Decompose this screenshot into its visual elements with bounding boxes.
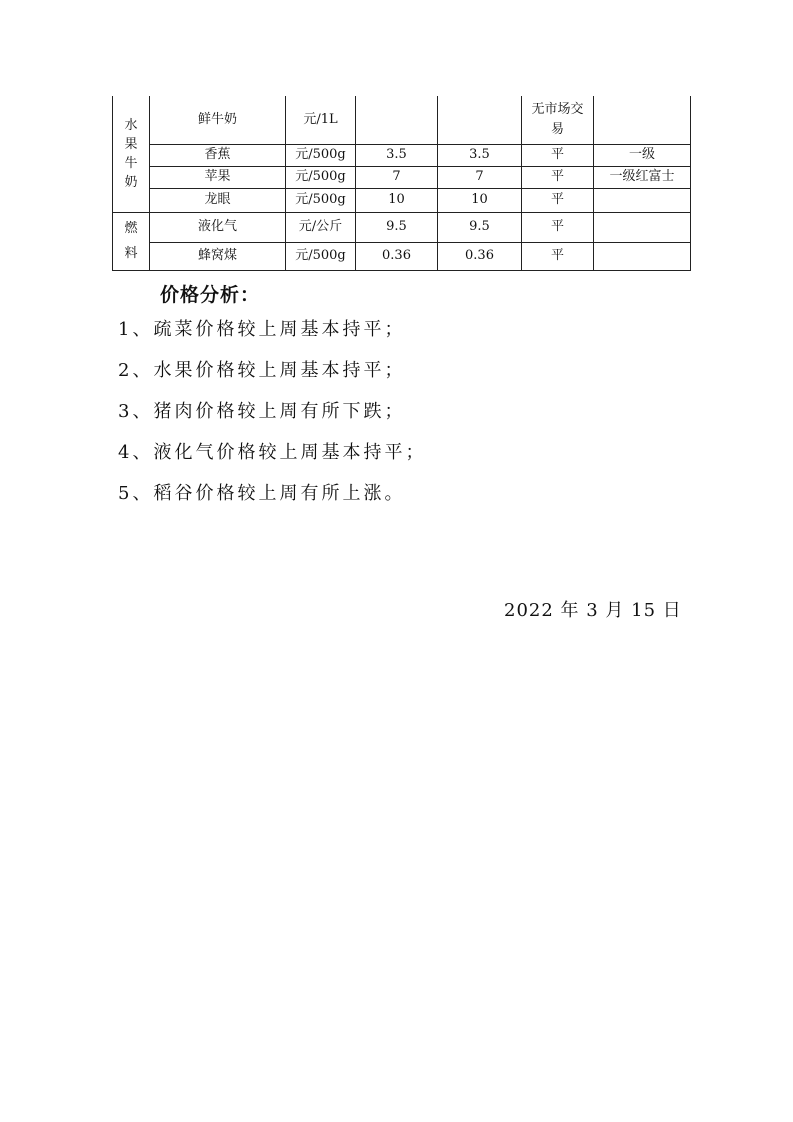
analysis-item: 4、液化气价格较上周基本持平； [118,442,427,463]
item-note: 一级红富士 [594,166,691,188]
item-name: 蜂窝煤 [150,242,286,270]
item-note [594,96,691,144]
table-row [113,144,691,166]
item-unit: 元/500g [286,188,356,212]
last-week-price: 7 [356,166,438,188]
price-trend: 无市场交易 [522,96,594,144]
this-week-price: 9.5 [438,212,522,242]
this-week-price: 3.5 [438,144,522,166]
price-trend: 平 [522,242,594,270]
price-trend: 平 [522,166,594,188]
item-unit: 元/1L [286,96,356,144]
this-week-price [438,96,522,144]
item-note: 一级 [594,144,691,166]
document-date: 2022 年 3 月 15 日 [504,600,682,621]
this-week-price: 0.36 [438,242,522,270]
item-name: 龙眼 [150,188,286,212]
price-table [112,96,691,271]
analysis-heading: 价格分析： [160,284,261,306]
item-note [594,188,691,212]
analysis-item: 5、稻谷价格较上周有所上涨。 [118,483,406,504]
item-unit: 元/500g [286,166,356,188]
last-week-price [356,96,438,144]
table-row [113,166,691,188]
table-row [113,188,691,212]
analysis-list [118,315,426,520]
this-week-price: 10 [438,188,522,212]
this-week-price: 7 [438,166,522,188]
analysis-item: 3、猪肉价格较上周有所下跌； [118,401,406,422]
table-row [113,96,691,144]
item-note [594,212,691,242]
item-unit: 元/500g [286,144,356,166]
last-week-price: 3.5 [356,144,438,166]
item-unit: 元/公斤 [286,212,356,242]
table-row [113,212,691,242]
price-trend: 平 [522,188,594,212]
item-unit: 元/500g [286,242,356,270]
category-cell-fruit-milk: 水 果 牛 奶 [113,96,150,212]
price-trend: 平 [522,144,594,166]
item-name: 香蕉 [150,144,286,166]
analysis-item: 1、疏菜价格较上周基本持平； [118,319,406,340]
table-row [113,242,691,270]
last-week-price: 9.5 [356,212,438,242]
item-note [594,242,691,270]
last-week-price: 0.36 [356,242,438,270]
item-name: 苹果 [150,166,286,188]
analysis-item: 2、水果价格较上周基本持平； [118,360,406,381]
price-trend: 平 [522,212,594,242]
category-cell-fuel: 燃 料 [113,212,150,270]
last-week-price: 10 [356,188,438,212]
item-name: 液化气 [150,212,286,242]
item-name: 鲜牛奶 [150,96,286,144]
